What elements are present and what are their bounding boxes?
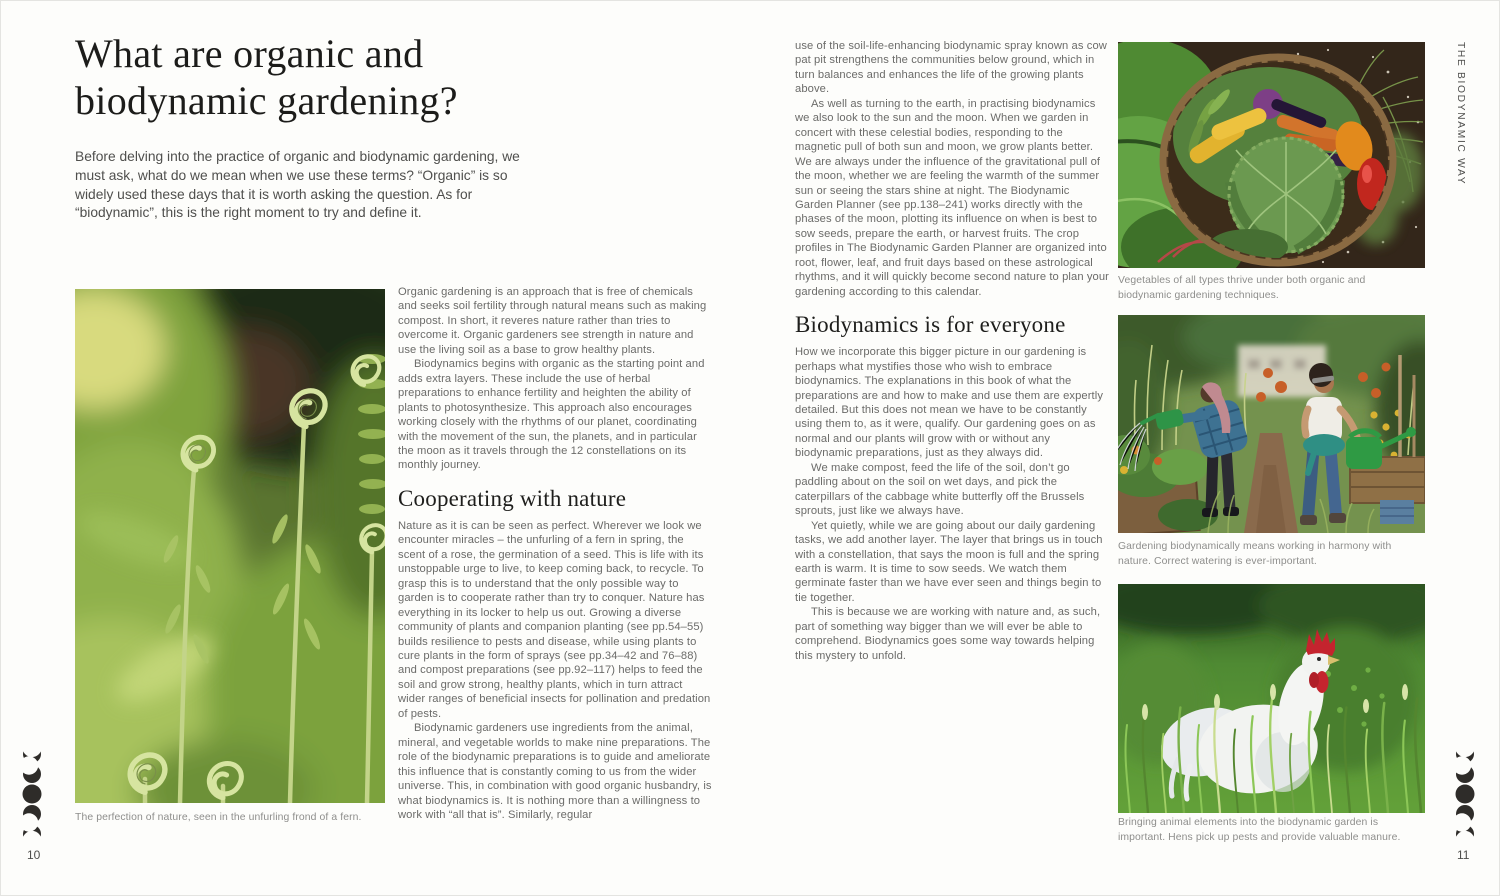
body-paragraph: Nature as it is can be seen as perfect. Wherever we look we encounter miracles – the unfurling of a fern in spring, the scent of a rose, the germination of a seed. This is life with its unstoppable urge to live, to keep coming back, to recycle. To grasp this is to understand that the only possible way to garden is to cooperate rather than try to conquer. Nature has everything in its locker to help us out. Growing a diverse community of plants and companion planting (see pp.54–55) builds resilience to pests and disease, while using plants to cure plants in the form of sprays (see pp.34–42 and 76–88) and compost preparations (see pp.92–117) helps to feed the soil and grow strong, healthy plants, which in turn attract wider ranges of beneficial insects for pollination and predation of pests.	[398, 519, 711, 720]
fern-illustration	[75, 289, 385, 803]
right-text-column	[795, 39, 1109, 663]
page-number-left: 10	[27, 848, 41, 862]
body-paragraph: Biodynamics begins with organic as the starting point and adds extra layers. These include the use of herbal preparations to enhance fertility and heighten the ability of plants to photosynthesize. This approach also encourages working closely with the rhythms of our planet, coordinating with the movement of the sun, the planets, and in particular the moon as it travels through the 12 constellations on its monthly journey.	[398, 358, 705, 472]
hen-photo	[1118, 584, 1425, 813]
moon-phases-icon-left	[15, 744, 49, 844]
section-heading-everyone: Biodynamics is for everyone	[795, 312, 1066, 338]
page-number-right: 11	[1457, 848, 1470, 862]
left-text-column	[398, 285, 712, 822]
page-title-line1: What are organic and	[75, 31, 424, 76]
body-paragraph: use of the soil-life-enhancing biodynamic spray known as cow pat pit strengthens the communities below ground, which in turn balances and enhances the life of the growing plants above.	[795, 40, 1107, 96]
body-paragraph: This is because we are working with nature and, as such, part of something way bigger than we will ever be able to comprehend. Biodynamics goes some way towards helping this mystery to unfold.	[795, 606, 1101, 662]
fern-photo	[75, 289, 385, 803]
body-paragraph: Organic gardening is an approach that is free of chemicals and seeks soil fertility through natural means such as making compost. In short, it reveres nature rather than tries to overcome it. Organic gardeners see strength in nature and use the living soil as a base to grow healthy plants.	[398, 286, 707, 356]
vegetables-illustration	[1118, 42, 1425, 268]
watering-illustration	[1118, 315, 1425, 533]
body-paragraph: How we incorporate this bigger picture in our gardening is perhaps what mystifies those who wish to embrace biodynamics. The explanations in this book of what the preparations are and how to make and use them are expertly detailed. But this does not mean we have to be constantly using them to, as it were, qualify. Our gardening goes on as normal and our plants will grow with or without any biodynamic preparations, just as they always did.	[795, 346, 1104, 460]
hen-illustration	[1118, 584, 1425, 813]
moon-phases-icon-right	[1448, 744, 1482, 844]
page-title-line2: biodynamic gardening?	[75, 78, 458, 123]
section-heading-cooperating: Cooperating with nature	[398, 485, 627, 511]
body-paragraph: Biodynamic gardeners use ingredients from the animal, mineral, and vegetable worlds to make nine preparations. The role of the biodynamic preparations is to guide and ameliorate this influence that is constantly coming to us from the wider universe. This, in combination with good organic husbandry, is what biodynamics is. It is nothing more than a willingness to work with “all that is”. Similarly, regular	[398, 722, 712, 821]
hen-caption: Bringing animal elements into the biodynamic garden is important. Hens pick up pests and provide valuable manure.	[1118, 817, 1401, 843]
watering-caption: Gardening biodynamically means working in harmony with nature. Correct watering is ever-important.	[1118, 541, 1392, 567]
chapter-label-vertical: THE BIODYNAMIC WAY	[1455, 42, 1466, 186]
body-paragraph: As well as turning to the earth, in practising biodynamics we also look to the sun and the moon. When we garden in concert with these celestial bodies, responding to the magnetic pull of both sun and moon, we grow plants better. We are always under the influence of the gravitational pull of the moon, whether we are feeling the warmth of the summer sun or seeing the stars shine at night. The Biodynamic Garden Planner (see pp.138–241) works directly with the phases of the moon, plotting its influence on when is best to sow seeds, prepare the earth, or harvest fruits. The crop profiles in The Biodynamic Garden Planner are organized into root, flower, leaf, and fruit days based on these astrological rhythms, and it will quickly become second nature to plan your gardening according to this calendar.	[795, 97, 1110, 298]
body-paragraph: We make compost, feed the life of the soil, don’t go paddling about on the soil on wet days, and pick the caterpillars of the cabbage white butterfly off the Brussels sprouts, just like we always have.	[795, 461, 1085, 518]
intro-paragraph: Before delving into the practice of organic and biodynamic gardening, we must ask, what do we mean when we use these terms? “Organic” is so widely used these days that it is worth asking the question. As for “biodynamic”, this is the right moment to try and define it.	[75, 149, 520, 221]
fern-caption: The perfection of nature, seen in the unfurling frond of a fern.	[75, 812, 362, 823]
vegetables-caption: Vegetables of all types thrive under both organic and biodynamic gardening techniques.	[1118, 275, 1366, 301]
page-title	[75, 30, 635, 124]
watering-photo	[1118, 315, 1425, 533]
vegetables-photo	[1118, 42, 1425, 268]
body-paragraph: Yet quietly, while we are going about our daily gardening tasks, we add another layer. The layer that brings us in touch with a constellation, that says the moon is full and the spring earth is warm. It is time to sow seeds. We watch them germinate faster than we have ever seen and things begin to tie together.	[795, 519, 1103, 604]
